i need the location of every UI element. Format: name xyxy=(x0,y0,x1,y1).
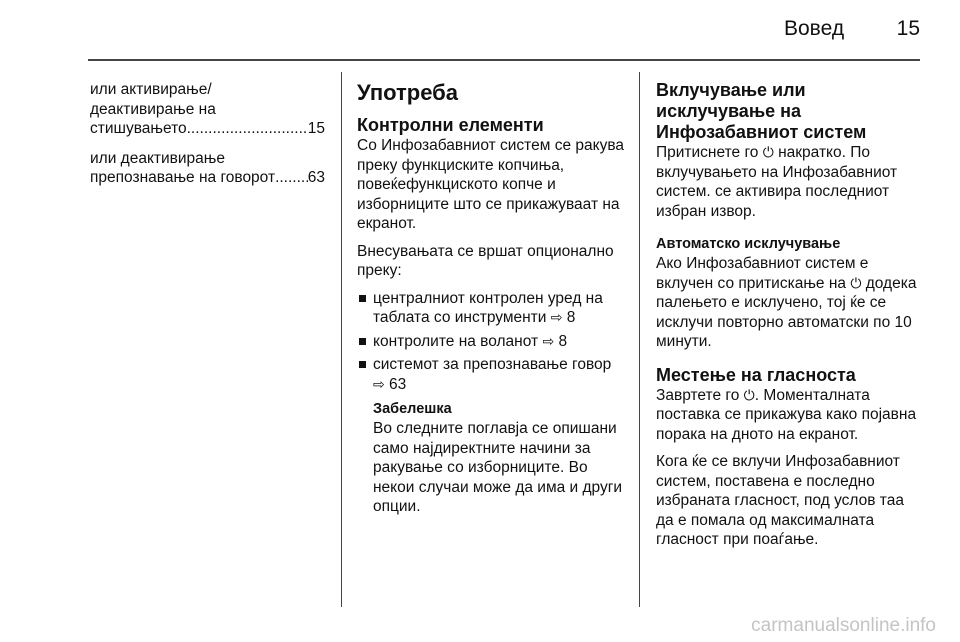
page-reference-icon: ⇨ xyxy=(373,375,385,392)
intro-paragraph: Со Инфозабавниот систем се ракува преку функциските копчиња, повеќефункциското копче и изборниците што се прикажуваат на екранот. xyxy=(357,137,624,232)
column-2 xyxy=(357,80,627,517)
column-divider-2 xyxy=(639,72,640,607)
list-item-text: централниот контролен уред на таблата со инструменти xyxy=(373,289,603,326)
input-paragraph: Внесувањата се вршат опционално преку: xyxy=(357,242,614,279)
page-section-title: Вовед xyxy=(784,17,845,40)
power-knob-icon: ⏻ xyxy=(743,386,755,403)
power-paragraph xyxy=(656,143,922,221)
toc-entry-lastline xyxy=(90,168,325,188)
volume-paragraph xyxy=(656,386,922,445)
page-ref[interactable]: 8 xyxy=(558,332,568,350)
volume-heading: Местење на гласноста xyxy=(656,364,856,385)
text-span: накратко. По вклучувањето на Инфозабавниот систем. се активира последниот избран извор. xyxy=(656,144,898,220)
page-reference-icon: ⇨ xyxy=(550,309,563,325)
toc-leader-dots xyxy=(275,168,308,188)
list-item-text: контролите на воланот xyxy=(373,332,539,350)
toc-entry-line: или активирање/ xyxy=(90,81,212,98)
section-heading: Употреба xyxy=(357,80,459,105)
note-text: Во следните поглавја се опишани само најдиректните начини за ракување со изборниците. Во некои случаи може да има и други опции. xyxy=(373,420,623,515)
power-heading: Вклучување или исклучување на Инфозабавниот систем xyxy=(656,80,867,142)
auto-off-heading: Автоматско исклучување xyxy=(656,236,841,252)
auto-off-paragraph xyxy=(656,254,922,352)
list-item xyxy=(357,332,627,352)
toc-leader-dots xyxy=(187,119,308,139)
toc-entry-lastline xyxy=(90,119,325,139)
column-3 xyxy=(656,80,922,558)
power-knob-icon: ⏻ xyxy=(762,144,774,160)
toc-entry-mute[interactable] xyxy=(90,80,325,139)
header-rule xyxy=(88,59,920,61)
text-span: Ако Инфозабавниот систем е вклучен со притискање на xyxy=(656,255,869,292)
page-ref[interactable]: 8 xyxy=(566,309,576,326)
note-block xyxy=(373,400,627,517)
toc-entry-voice[interactable] xyxy=(90,149,325,188)
text-span: . Моменталната поставка се прикажува како појавна порака на дното на екранот. xyxy=(656,386,917,443)
toc-page-ref: 15 xyxy=(307,120,325,137)
toc-entry-line: или деактивирање xyxy=(90,149,226,167)
subsection-heading: Контролни елементи xyxy=(357,115,544,135)
text-span: додека палењето е исклучено, тој ќе се исклучи повторно автоматски по 10 минути. xyxy=(656,274,917,350)
toc-page-ref: 63 xyxy=(307,169,325,186)
page-number: 15 xyxy=(896,17,920,40)
page-reference-icon: ⇨ xyxy=(542,332,555,349)
list-item-text: системот за препознавање говор xyxy=(373,356,612,373)
input-methods-list xyxy=(357,289,627,395)
toc-entry-text: препознавање на говорот xyxy=(90,169,276,186)
text-span: Завртете го xyxy=(656,386,740,404)
page-ref[interactable]: 63 xyxy=(389,375,407,393)
column-divider-1 xyxy=(341,72,342,607)
toc-entry-text: стишувањето xyxy=(90,120,187,137)
power-knob-icon: ⏻ xyxy=(850,274,862,291)
note-title: Забелешка xyxy=(373,401,452,417)
list-item xyxy=(357,289,627,328)
list-item xyxy=(357,355,627,394)
toc-entry-line: деактивирање на xyxy=(90,100,216,118)
column-1 xyxy=(90,80,325,188)
startup-volume-paragraph: Кога ќе се вклучи Инфозабавниот систем, поставена е последно избраната гласност, под услов таа да е помала од максималната гласност при поаѓање. xyxy=(656,453,904,548)
watermark: carmanualsonline.info xyxy=(751,615,936,636)
text-span: Притиснете го xyxy=(656,144,759,161)
